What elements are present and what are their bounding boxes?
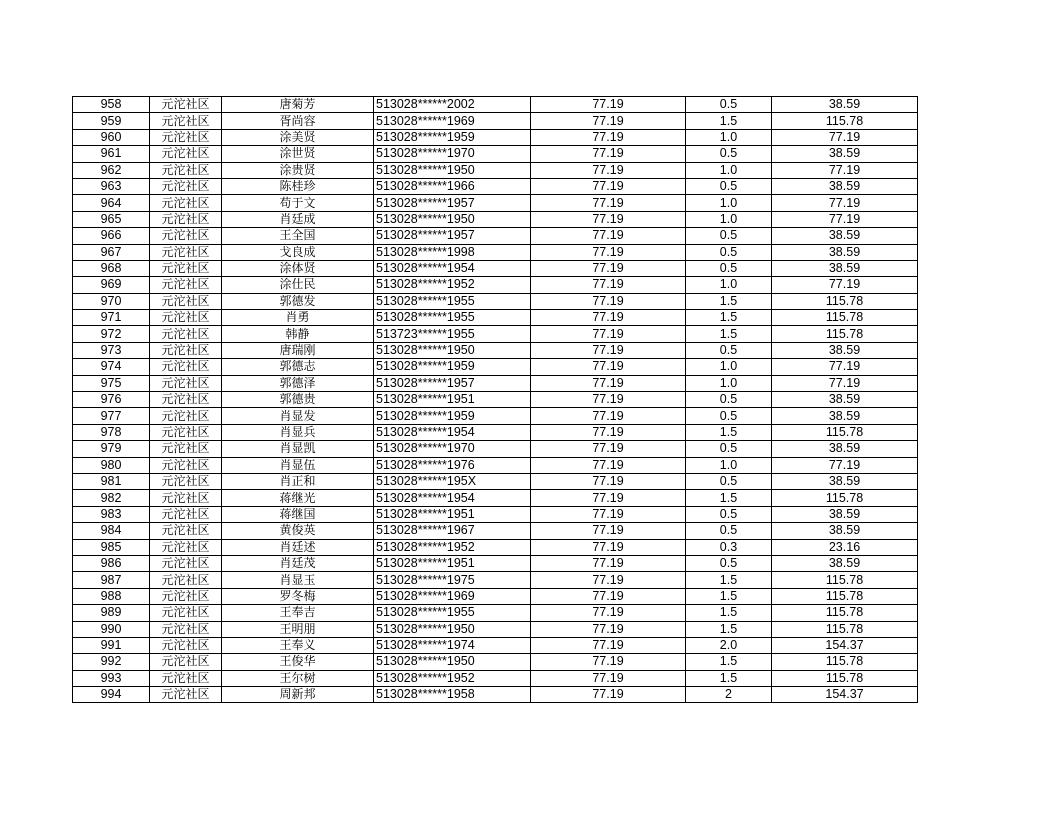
person-name-cell: 肖廷述 [222,539,374,555]
standard-cell: 77.19 [531,195,686,211]
standard-cell: 77.19 [531,277,686,293]
community-cell: 元沱社区 [150,146,222,162]
amount-cell: 115.78 [772,293,918,309]
person-name-cell: 陈桂珍 [222,178,374,194]
table-row [73,555,918,571]
area-cell: 1.5 [686,424,772,440]
area-cell: 1.5 [686,310,772,326]
person-name-cell: 胥尚容 [222,113,374,129]
area-cell: 1.5 [686,326,772,342]
row-number-cell: 959 [73,113,150,129]
id-number-cell: 513028******1954 [374,260,531,276]
table-row [73,457,918,473]
community-cell: 元沱社区 [150,408,222,424]
community-cell: 元沱社区 [150,539,222,555]
table-row [73,293,918,309]
row-number-cell: 961 [73,146,150,162]
person-name-cell: 韩静 [222,326,374,342]
amount-cell: 115.78 [772,670,918,686]
amount-cell: 38.59 [772,178,918,194]
table-row [73,637,918,653]
amount-cell: 115.78 [772,572,918,588]
area-cell: 0.5 [686,260,772,276]
standard-cell: 77.19 [531,260,686,276]
id-number-cell: 513028******1970 [374,146,531,162]
table-row [73,129,918,145]
area-cell: 2.0 [686,637,772,653]
person-name-cell: 涂仕民 [222,277,374,293]
table-row [73,424,918,440]
standard-cell: 77.19 [531,228,686,244]
area-cell: 1.5 [686,293,772,309]
community-cell: 元沱社区 [150,637,222,653]
standard-cell: 77.19 [531,113,686,129]
table-row [73,310,918,326]
area-cell: 1.5 [686,588,772,604]
person-name-cell: 周新邦 [222,687,374,703]
community-cell: 元沱社区 [150,342,222,358]
amount-cell: 115.78 [772,654,918,670]
standard-cell: 77.19 [531,310,686,326]
row-number-cell: 969 [73,277,150,293]
table-row [73,654,918,670]
amount-cell: 77.19 [772,211,918,227]
standard-cell: 77.19 [531,670,686,686]
table-row [73,277,918,293]
row-number-cell: 985 [73,539,150,555]
id-number-cell: 513028******1950 [374,211,531,227]
row-number-cell: 962 [73,162,150,178]
community-cell: 元沱社区 [150,293,222,309]
community-cell: 元沱社区 [150,605,222,621]
area-cell: 0.5 [686,228,772,244]
row-number-cell: 978 [73,424,150,440]
area-cell: 1.0 [686,277,772,293]
table-row [73,588,918,604]
id-number-cell: 513028******1967 [374,523,531,539]
table-row [73,605,918,621]
row-number-cell: 987 [73,572,150,588]
community-cell: 元沱社区 [150,359,222,375]
area-cell: 1.0 [686,195,772,211]
id-number-cell: 513028******1951 [374,555,531,571]
row-number-cell: 976 [73,392,150,408]
area-cell: 0.5 [686,555,772,571]
amount-cell: 115.78 [772,490,918,506]
community-cell: 元沱社区 [150,97,222,113]
area-cell: 1.5 [686,113,772,129]
standard-cell: 77.19 [531,555,686,571]
standard-cell: 77.19 [531,211,686,227]
community-cell: 元沱社区 [150,523,222,539]
amount-cell: 77.19 [772,457,918,473]
amount-cell: 38.59 [772,228,918,244]
id-number-cell: 513028******1969 [374,113,531,129]
table-row [73,490,918,506]
community-cell: 元沱社区 [150,588,222,604]
standard-cell: 77.19 [531,408,686,424]
table-row [73,408,918,424]
area-cell: 1.5 [686,621,772,637]
id-number-cell: 513028******1951 [374,506,531,522]
row-number-cell: 973 [73,342,150,358]
amount-cell: 115.78 [772,588,918,604]
area-cell: 0.5 [686,244,772,260]
table-row [73,670,918,686]
standard-cell: 77.19 [531,621,686,637]
table-row [73,97,918,113]
id-number-cell: 513028******1952 [374,539,531,555]
person-name-cell: 王奉吉 [222,605,374,621]
area-cell: 1.5 [686,490,772,506]
row-number-cell: 968 [73,260,150,276]
amount-cell: 38.59 [772,523,918,539]
amount-cell: 38.59 [772,342,918,358]
amount-cell: 115.78 [772,113,918,129]
id-number-cell: 513028******1955 [374,605,531,621]
person-name-cell: 涂贵贤 [222,162,374,178]
standard-cell: 77.19 [531,572,686,588]
standard-cell: 77.19 [531,506,686,522]
amount-cell: 115.78 [772,326,918,342]
community-cell: 元沱社区 [150,392,222,408]
amount-cell: 38.59 [772,392,918,408]
area-cell: 1.5 [686,670,772,686]
id-number-cell: 513723******1955 [374,326,531,342]
amount-cell: 38.59 [772,408,918,424]
person-name-cell: 涂世贤 [222,146,374,162]
amount-cell: 115.78 [772,310,918,326]
community-cell: 元沱社区 [150,621,222,637]
area-cell: 0.5 [686,473,772,489]
table-body [73,97,918,703]
row-number-cell: 979 [73,441,150,457]
area-cell: 1.0 [686,129,772,145]
community-cell: 元沱社区 [150,687,222,703]
standard-cell: 77.19 [531,490,686,506]
person-name-cell: 罗冬梅 [222,588,374,604]
standard-cell: 77.19 [531,375,686,391]
amount-cell: 38.59 [772,441,918,457]
person-name-cell: 肖显玉 [222,572,374,588]
person-name-cell: 蒋继国 [222,506,374,522]
community-cell: 元沱社区 [150,473,222,489]
standard-cell: 77.19 [531,637,686,653]
id-number-cell: 513028******1998 [374,244,531,260]
community-cell: 元沱社区 [150,129,222,145]
amount-cell: 77.19 [772,359,918,375]
standard-cell: 77.19 [531,523,686,539]
person-name-cell: 肖正和 [222,473,374,489]
person-name-cell: 肖廷成 [222,211,374,227]
table-row [73,211,918,227]
amount-cell: 154.37 [772,687,918,703]
table-row [73,195,918,211]
amount-cell: 38.59 [772,97,918,113]
person-name-cell: 郭德泽 [222,375,374,391]
amount-cell: 77.19 [772,195,918,211]
table-row [73,539,918,555]
area-cell: 0.3 [686,539,772,555]
person-name-cell: 蒋继光 [222,490,374,506]
table-row [73,572,918,588]
row-number-cell: 963 [73,178,150,194]
table-row [73,178,918,194]
id-number-cell: 513028******1975 [374,572,531,588]
id-number-cell: 513028******1952 [374,670,531,686]
row-number-cell: 977 [73,408,150,424]
id-number-cell: 513028******1966 [374,178,531,194]
table-row [73,687,918,703]
table-row [73,523,918,539]
id-number-cell: 513028******1959 [374,408,531,424]
id-number-cell: 513028******1957 [374,195,531,211]
area-cell: 1.0 [686,211,772,227]
area-cell: 1.0 [686,162,772,178]
id-number-cell: 513028******1950 [374,342,531,358]
table-row [73,621,918,637]
standard-cell: 77.19 [531,473,686,489]
row-number-cell: 958 [73,97,150,113]
amount-cell: 77.19 [772,162,918,178]
id-number-cell: 513028******1959 [374,129,531,145]
community-cell: 元沱社区 [150,555,222,571]
amount-cell: 115.78 [772,605,918,621]
area-cell: 0.5 [686,523,772,539]
data-table [72,96,918,703]
amount-cell: 38.59 [772,146,918,162]
table-row [73,113,918,129]
standard-cell: 77.19 [531,293,686,309]
table-row [73,359,918,375]
person-name-cell: 肖显凯 [222,441,374,457]
table-row [73,326,918,342]
row-number-cell: 984 [73,523,150,539]
row-number-cell: 992 [73,654,150,670]
person-name-cell: 肖廷茂 [222,555,374,571]
area-cell: 1.5 [686,605,772,621]
row-number-cell: 967 [73,244,150,260]
person-name-cell: 肖显兵 [222,424,374,440]
community-cell: 元沱社区 [150,375,222,391]
person-name-cell: 唐瑞刚 [222,342,374,358]
id-number-cell: 513028******1952 [374,277,531,293]
row-number-cell: 972 [73,326,150,342]
person-name-cell: 涂美贤 [222,129,374,145]
person-name-cell: 郭德发 [222,293,374,309]
row-number-cell: 965 [73,211,150,227]
id-number-cell: 513028******1959 [374,359,531,375]
person-name-cell: 王俊华 [222,654,374,670]
community-cell: 元沱社区 [150,277,222,293]
standard-cell: 77.19 [531,605,686,621]
community-cell: 元沱社区 [150,506,222,522]
id-number-cell: 513028******2002 [374,97,531,113]
table-row [73,392,918,408]
table-row [73,146,918,162]
amount-cell: 38.59 [772,260,918,276]
community-cell: 元沱社区 [150,195,222,211]
community-cell: 元沱社区 [150,162,222,178]
area-cell: 0.5 [686,146,772,162]
row-number-cell: 970 [73,293,150,309]
area-cell: 1.0 [686,359,772,375]
table-row [73,260,918,276]
standard-cell: 77.19 [531,359,686,375]
id-number-cell: 513028******1950 [374,162,531,178]
row-number-cell: 964 [73,195,150,211]
amount-cell: 38.59 [772,244,918,260]
row-number-cell: 982 [73,490,150,506]
community-cell: 元沱社区 [150,211,222,227]
area-cell: 0.5 [686,408,772,424]
amount-cell: 38.59 [772,473,918,489]
area-cell: 2 [686,687,772,703]
community-cell: 元沱社区 [150,326,222,342]
standard-cell: 77.19 [531,539,686,555]
person-name-cell: 苟于文 [222,195,374,211]
table-row [73,162,918,178]
community-cell: 元沱社区 [150,244,222,260]
standard-cell: 77.19 [531,244,686,260]
table-row [73,228,918,244]
area-cell: 0.5 [686,441,772,457]
person-name-cell: 肖勇 [222,310,374,326]
community-cell: 元沱社区 [150,441,222,457]
community-cell: 元沱社区 [150,572,222,588]
area-cell: 0.5 [686,506,772,522]
standard-cell: 77.19 [531,326,686,342]
id-number-cell: 513028******1957 [374,228,531,244]
row-number-cell: 975 [73,375,150,391]
id-number-cell: 513028******1958 [374,687,531,703]
standard-cell: 77.19 [531,178,686,194]
row-number-cell: 966 [73,228,150,244]
standard-cell: 77.19 [531,129,686,145]
standard-cell: 77.19 [531,588,686,604]
id-number-cell: 513028******195X [374,473,531,489]
standard-cell: 77.19 [531,162,686,178]
table-row [73,473,918,489]
area-cell: 0.5 [686,178,772,194]
row-number-cell: 994 [73,687,150,703]
amount-cell: 38.59 [772,555,918,571]
standard-cell: 77.19 [531,146,686,162]
amount-cell: 77.19 [772,277,918,293]
person-name-cell: 王全国 [222,228,374,244]
row-number-cell: 974 [73,359,150,375]
standard-cell: 77.19 [531,441,686,457]
community-cell: 元沱社区 [150,178,222,194]
row-number-cell: 971 [73,310,150,326]
community-cell: 元沱社区 [150,228,222,244]
amount-cell: 115.78 [772,621,918,637]
id-number-cell: 513028******1969 [374,588,531,604]
community-cell: 元沱社区 [150,457,222,473]
standard-cell: 77.19 [531,97,686,113]
table-row [73,375,918,391]
amount-cell: 77.19 [772,375,918,391]
person-name-cell: 王尔树 [222,670,374,686]
standard-cell: 77.19 [531,392,686,408]
table-row [73,506,918,522]
amount-cell: 115.78 [772,424,918,440]
table-row [73,244,918,260]
id-number-cell: 513028******1950 [374,621,531,637]
area-cell: 0.5 [686,392,772,408]
standard-cell: 77.19 [531,342,686,358]
standard-cell: 77.19 [531,457,686,473]
id-number-cell: 513028******1970 [374,441,531,457]
person-name-cell: 肖显伍 [222,457,374,473]
person-name-cell: 肖显发 [222,408,374,424]
area-cell: 0.5 [686,97,772,113]
amount-cell: 38.59 [772,506,918,522]
area-cell: 1.5 [686,654,772,670]
standard-cell: 77.19 [531,687,686,703]
id-number-cell: 513028******1955 [374,310,531,326]
table-row [73,441,918,457]
standard-cell: 77.19 [531,654,686,670]
person-name-cell: 王奉义 [222,637,374,653]
amount-cell: 23.16 [772,539,918,555]
area-cell: 1.5 [686,572,772,588]
amount-cell: 154.37 [772,637,918,653]
row-number-cell: 988 [73,588,150,604]
row-number-cell: 990 [73,621,150,637]
id-number-cell: 513028******1954 [374,490,531,506]
community-cell: 元沱社区 [150,424,222,440]
id-number-cell: 513028******1974 [374,637,531,653]
community-cell: 元沱社区 [150,670,222,686]
row-number-cell: 991 [73,637,150,653]
id-number-cell: 513028******1957 [374,375,531,391]
row-number-cell: 989 [73,605,150,621]
id-number-cell: 513028******1950 [374,654,531,670]
community-cell: 元沱社区 [150,113,222,129]
id-number-cell: 513028******1951 [374,392,531,408]
row-number-cell: 981 [73,473,150,489]
row-number-cell: 960 [73,129,150,145]
table-row [73,342,918,358]
person-name-cell: 王明朋 [222,621,374,637]
area-cell: 0.5 [686,342,772,358]
community-cell: 元沱社区 [150,490,222,506]
person-name-cell: 郭德志 [222,359,374,375]
community-cell: 元沱社区 [150,260,222,276]
person-name-cell: 唐菊芳 [222,97,374,113]
id-number-cell: 513028******1954 [374,424,531,440]
standard-cell: 77.19 [531,424,686,440]
person-name-cell: 涂体贤 [222,260,374,276]
row-number-cell: 993 [73,670,150,686]
area-cell: 1.0 [686,375,772,391]
area-cell: 1.0 [686,457,772,473]
community-cell: 元沱社区 [150,654,222,670]
id-number-cell: 513028******1955 [374,293,531,309]
row-number-cell: 983 [73,506,150,522]
id-number-cell: 513028******1976 [374,457,531,473]
person-name-cell: 黄俊英 [222,523,374,539]
community-cell: 元沱社区 [150,310,222,326]
row-number-cell: 980 [73,457,150,473]
row-number-cell: 986 [73,555,150,571]
person-name-cell: 郭德贵 [222,392,374,408]
amount-cell: 77.19 [772,129,918,145]
person-name-cell: 戈良成 [222,244,374,260]
